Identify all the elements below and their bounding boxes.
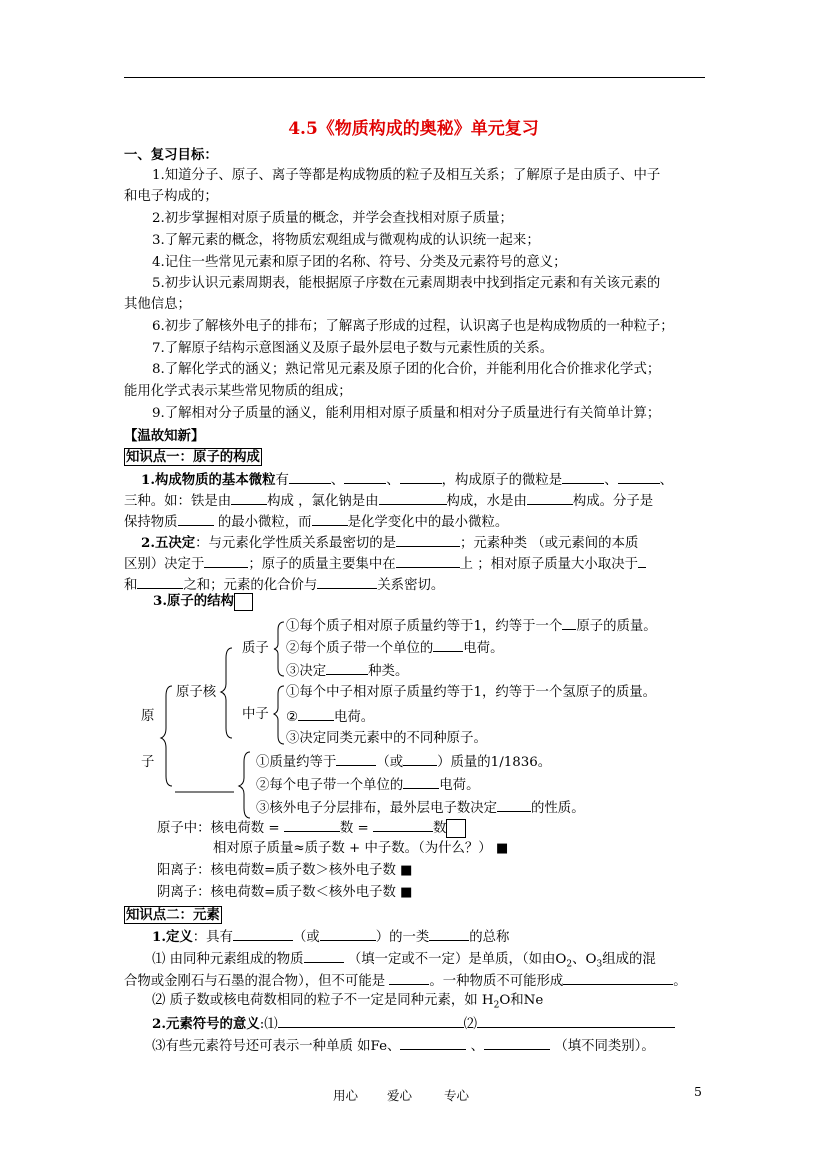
electron-item-1 [256, 752, 551, 772]
text: ：具有 [192, 930, 233, 945]
goal-line: 其他信息； [124, 297, 191, 312]
text: ①每个质子相对原子质量约等于1，约等于一个 [286, 619, 563, 634]
relation-line-4 [157, 884, 412, 902]
neutron-item-2 [286, 707, 374, 727]
text: 阳离子：核电荷数=质子数＞核外电子数 [157, 863, 396, 878]
paragraph-1-heading: 1.构成物质的基本微粒 [141, 472, 276, 488]
goal-line: 5.初步认识元素周期表，能根据原子序数在元素周期表中找到指定元素和有关该元素的 [152, 276, 661, 291]
text: 三种。如：铁是由 [124, 494, 232, 509]
text: 、 [659, 473, 673, 488]
text: ）的一类 [375, 930, 430, 945]
text: ⑶有些元素符号还可表示一种单质 如Fe、 [152, 1039, 401, 1054]
text: （填不同类别）。 [554, 1039, 655, 1054]
text: 、O [572, 952, 597, 967]
nucleus-label: 原子核 [176, 685, 217, 700]
blank [497, 798, 531, 812]
element-note-1-line-1 [152, 949, 656, 974]
paragraph-3-heading: 3.原子的结构 [153, 593, 234, 609]
review-heading: 【温故知新】 [124, 428, 205, 444]
blank [373, 818, 433, 832]
square-mark-icon: ■ [400, 863, 413, 878]
blank [298, 707, 334, 721]
square-mark-icon: ■ [400, 885, 413, 900]
text: （填一定或不一定）是单质，（如由O [347, 952, 567, 967]
text: ，构成原子的微粒是 [441, 473, 563, 488]
blank [304, 949, 344, 963]
blank [403, 752, 437, 766]
text: 种类。 [368, 664, 409, 679]
blank [429, 927, 469, 941]
text: 关系密切。 [377, 578, 445, 593]
text: （或 [292, 930, 320, 945]
text: 之和；元素的化合价与 [183, 578, 318, 593]
atom-label-1: 原 [141, 709, 155, 724]
text: 构成 ，氯化钠是由 [267, 494, 379, 509]
atom-label-2: 子 [141, 755, 155, 770]
text: 、 [470, 1039, 485, 1054]
blank [477, 1014, 675, 1028]
blank [433, 638, 463, 652]
footer-text-2: 爱心 [387, 1088, 413, 1103]
goal-line: 3.了解元素的概念，将物质宏观组成与微观构成的认识统一起来； [152, 233, 540, 248]
goal-line: 1.知道分子、原子、离子等都是构成物质的粒子及相互关系；了解原子是由质子、中子 [152, 168, 661, 183]
text: ；原子的质量主要集中在 [248, 557, 396, 572]
text: 原子中：核电荷数 = [157, 821, 280, 836]
text: ⑵ [463, 1017, 478, 1032]
goal-line: 8.了解化学式的涵义；熟记常见元素及原子团的化合价，并能利用化合价推求化学式； [152, 362, 661, 377]
blank [320, 927, 376, 941]
text: ② [286, 710, 299, 725]
relation-line-1 [157, 818, 466, 839]
blank [562, 616, 576, 630]
text: ②每个电子带一个单位的 [256, 778, 404, 793]
text: 的总称 [469, 930, 510, 945]
text: 相对原子质量≈质子数 + 中子数。（为什么？） [213, 841, 492, 856]
element-definition [152, 927, 509, 947]
goal-line: 6.初步了解核外电子的排布；了解离子形成的过程，认识离子也是构成物质的一种粒子； [152, 319, 674, 334]
text: 、 [330, 473, 345, 488]
electron-brace [239, 752, 250, 818]
relation-line-2 [213, 840, 508, 858]
proton-brace [274, 622, 284, 676]
element-note-1-line-2 [124, 971, 687, 991]
text: 和 [124, 578, 138, 593]
subscript: 2 [493, 1000, 500, 1011]
neutron-label: 中子 [242, 707, 269, 722]
blank [336, 752, 376, 766]
text: 数 = [339, 821, 369, 836]
neutron-brace [274, 686, 284, 744]
goal-line: 7.了解原子结构示意图涵义及原子最外层电子数与元素性质的关系。 [152, 341, 554, 356]
text: （或 [376, 755, 404, 770]
text: 电荷。 [439, 778, 480, 793]
proton-item-2 [286, 638, 503, 658]
relation-line-3 [157, 862, 412, 880]
text: 电荷。 [334, 710, 375, 725]
text: ③核外电子分层排布，最外层电子数决定 [256, 801, 498, 816]
text: ：与元素化学性质关系最密切的是 [195, 536, 397, 551]
atom-brace [161, 686, 172, 786]
text: 有 [275, 473, 289, 488]
goal-line: 能用化学式表示某些常见物质的组成； [124, 384, 352, 399]
empty-box [446, 819, 466, 838]
blank [278, 1014, 464, 1028]
page-title: 4.5《物质构成的奥秘》单元复习 [288, 119, 539, 139]
text: 。 [673, 974, 687, 989]
proton-item-1 [286, 616, 657, 636]
section-heading: 一、复习目标： [124, 147, 218, 163]
neutron-item-1: ①每个中子相对原子质量约等于1，约等于一个氢原子的质量。 [286, 685, 657, 700]
text: 的性质。 [531, 801, 585, 816]
electron-item-2 [256, 775, 479, 795]
text: 的最小微粒，而 [213, 515, 312, 530]
proton-item-3 [286, 661, 408, 681]
element-note-2 [152, 992, 543, 1015]
text: 上 ；相对原子质量大小取决于 [459, 557, 638, 572]
text: 、 [604, 473, 618, 488]
neutron-item-3: ③决定同类元素中的不同种原子。 [286, 731, 487, 746]
text: 保持物质 [124, 515, 178, 530]
nucleus-brace [221, 648, 232, 738]
element-symbol-heading: 2.元素符号的意义 [152, 1016, 260, 1032]
element-symbol-note [152, 1036, 655, 1056]
text: ⑴ 由同种元素组成的物质 [152, 952, 304, 967]
text: 是化学变化中的最小微粒。 [347, 515, 509, 530]
square-mark-icon: ■ [495, 841, 509, 856]
text: 。一种物质不可能形成 [429, 974, 564, 989]
text: 区别）决定于 [124, 557, 205, 572]
text: ）质量的1/1836。 [437, 755, 552, 770]
goal-line: 9.了解相对分子质量的涵义，能利用相对原子质量和相对分子质量进行有关简单计算； [152, 406, 661, 421]
element-symbol-meaning [152, 1014, 675, 1034]
blank [389, 971, 429, 985]
text: ③决定 [286, 664, 327, 679]
electron-item-3 [256, 798, 585, 818]
blank [484, 1036, 550, 1050]
text: 数 [433, 821, 447, 836]
blank [563, 971, 673, 985]
subscript: 3 [596, 959, 603, 970]
text: 合物或金刚石与石墨的混合物），但不可能是 [124, 974, 386, 989]
text: ⑵ 质子数或核电荷数相同的粒子不一定是同种元素，如 H [152, 993, 494, 1008]
proton-label: 质子 [242, 641, 269, 656]
text: 电荷。 [463, 641, 504, 656]
goal-line: 4.记住一些常见元素和原子团的名称、符号、分类及元素符号的意义； [152, 255, 567, 270]
goal-line: 和电子构成的； [124, 189, 218, 204]
page-number: 5 [694, 1084, 702, 1099]
text: 原子的质量。 [576, 619, 657, 634]
knowledge-point-1: 知识点一：原子的构成 [126, 449, 260, 465]
footer-text-3: 专心 [444, 1088, 470, 1103]
text: 构成，水是由 [446, 494, 527, 509]
blank [403, 775, 439, 789]
paragraph-2-heading: 2.五决定 [141, 535, 196, 551]
text: O和Ne [499, 993, 544, 1008]
text: ；元素种类 （或元素间的本质 [460, 536, 639, 551]
goal-line: 2.初步掌握相对原子质量的概念，并学会查找相对原子质量； [152, 211, 513, 226]
blank [326, 661, 368, 675]
text: 构成。分子是 [572, 494, 654, 509]
footer-text-1: 用心 [333, 1088, 359, 1103]
blank [400, 1036, 466, 1050]
text: 阴离子：核电荷数=质子数＜核外电子数 [157, 885, 396, 900]
text: ②每个质子带一个单位的 [286, 641, 434, 656]
text: 组成的混 [602, 952, 656, 967]
text: 、 [386, 473, 400, 488]
subscript: 2 [566, 959, 573, 970]
text: :⑴ [259, 1017, 278, 1032]
text: ①质量约等于 [256, 755, 337, 770]
element-definition-heading: 1.定义 [152, 929, 193, 945]
blank [233, 927, 293, 941]
knowledge-point-2: 知识点二：元素 [126, 907, 220, 923]
blank [284, 818, 340, 832]
